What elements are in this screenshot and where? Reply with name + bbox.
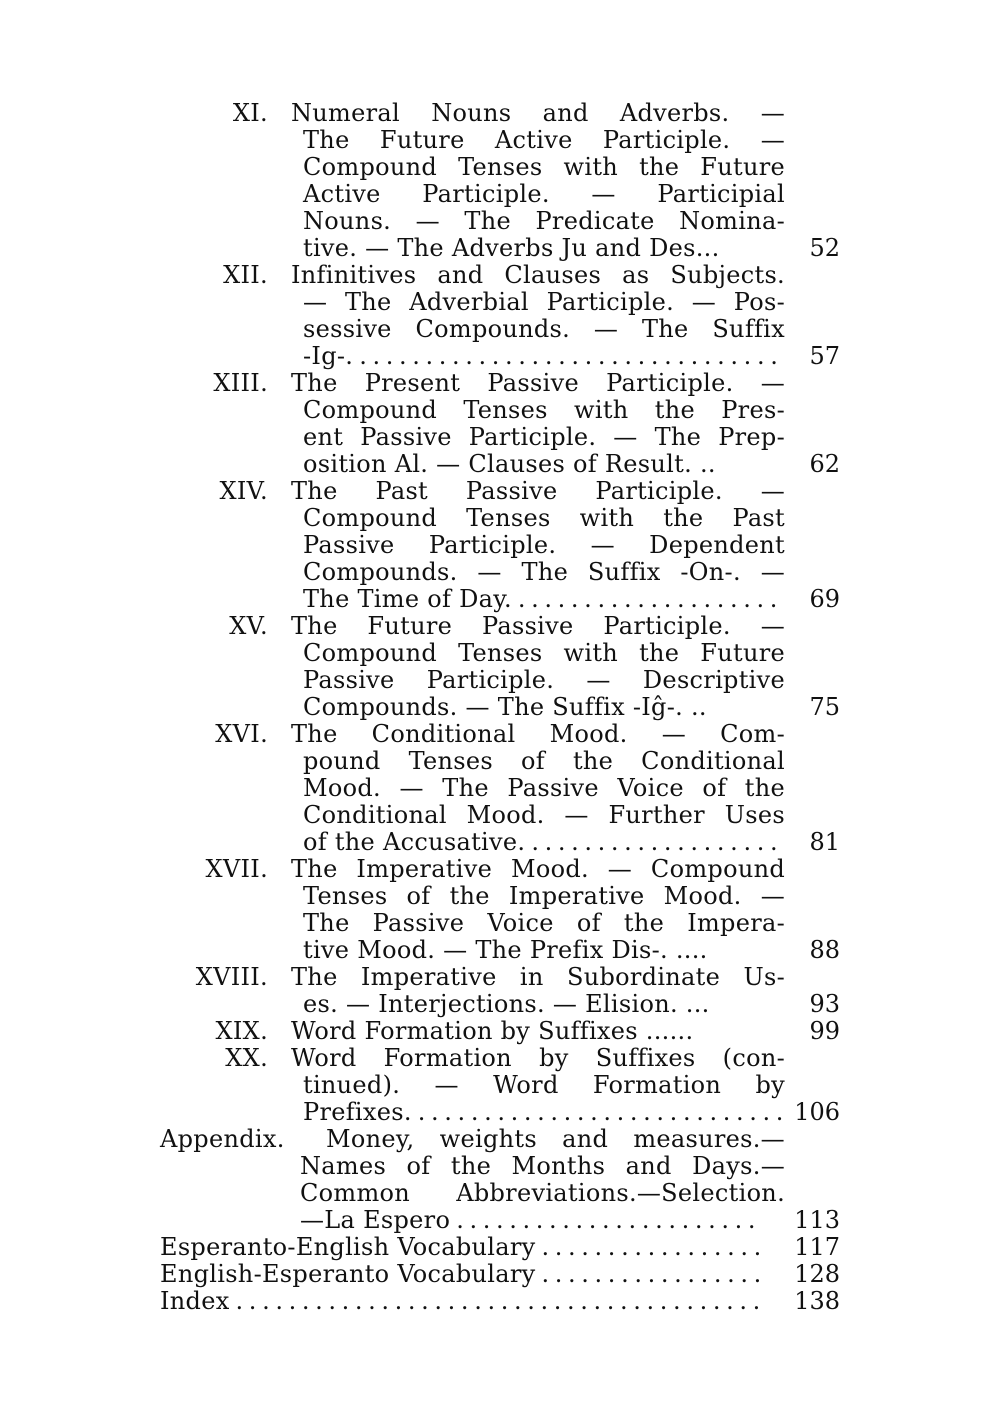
back-matter-entry (160, 1234, 760, 1261)
back-matter-entry (160, 1261, 760, 1288)
dot-leader (536, 1261, 760, 1288)
back-matter-entry (160, 1288, 760, 1315)
chapter-title-line: — The Adverbial Participle. — Pos- (303, 288, 785, 316)
page-number: 106 (794, 1098, 840, 1126)
page-number: 93 (809, 990, 840, 1018)
chapter-numeral: XII. (223, 261, 268, 289)
dot-leader (353, 343, 785, 370)
back-matter-title: Esperanto-English Vocabulary (160, 1233, 536, 1261)
back-matter-title: English-Esperanto Vocabulary (160, 1260, 536, 1288)
page-number: 69 (809, 585, 840, 613)
page-number: 75 (809, 693, 840, 721)
appendix-title-line: Common Abbreviations.—Selection. (300, 1179, 785, 1207)
chapter-title-line: Active Participle. — Participial (303, 180, 785, 208)
dot-leader (525, 829, 785, 856)
chapter-numeral: XV. (229, 612, 268, 640)
chapter-title-line: Passive Participle. — Descriptive (303, 666, 785, 694)
page-number: 88 (809, 936, 840, 964)
page-number: 128 (794, 1260, 840, 1288)
chapter-title-line: sessive Compounds. — The Suffix (303, 315, 785, 343)
page-number: 57 (809, 342, 840, 370)
chapter-title-line: Conditional Mood. — Further Uses (303, 801, 785, 829)
chapter-title-line: Compound Tenses with the Future (303, 639, 785, 667)
chapter-title-line: Passive Participle. — Dependent (303, 531, 785, 559)
chapter-numeral: XI. (232, 99, 268, 127)
chapter-title-line: Tenses of the Imperative Mood. — (303, 882, 785, 910)
chapter-title-line (303, 343, 785, 370)
page-number: 99 (809, 1017, 840, 1045)
back-matter-title: Index (160, 1287, 230, 1315)
page-number: 113 (794, 1206, 840, 1234)
chapter-title-line: Infinitives and Clauses as Subjects. (291, 261, 785, 289)
chapter-title-text: -Ig-. (303, 342, 354, 370)
chapter-numeral: XIV. (219, 477, 268, 505)
chapter-title-line: The Imperative in Subordinate Us- (291, 963, 785, 991)
chapter-title-line: The Passive Voice of the Impera- (303, 909, 785, 937)
dot-leader (230, 1288, 760, 1315)
chapter-title-line: The Past Passive Participle. — (291, 477, 785, 505)
chapter-title-line: osition Al. — Clauses of Result. .. (303, 450, 716, 478)
chapter-numeral: XVIII. (195, 963, 268, 991)
page-number: 62 (809, 450, 840, 478)
chapter-title-text: of the Accusative. (303, 828, 526, 856)
page-number: 117 (794, 1233, 840, 1261)
chapter-title-line: The Conditional Mood. — Com- (291, 720, 785, 748)
chapter-title-line: The Present Passive Participle. — (291, 369, 785, 397)
chapter-title-line (303, 829, 785, 856)
appendix-title-line: Money, weights and measures.— (326, 1125, 785, 1153)
chapter-title-line (303, 1099, 785, 1126)
dot-leader (412, 1099, 785, 1126)
chapter-title-text: The Time of Day. (303, 585, 512, 613)
chapter-title-line: Mood. — The Passive Voice of the (303, 774, 785, 802)
chapter-title-line: Word Formation by Suffixes ...... (291, 1017, 694, 1045)
chapter-numeral: XVII. (205, 855, 268, 883)
chapter-title-line: The Future Passive Participle. — (291, 612, 785, 640)
chapter-numeral: XX. (225, 1044, 268, 1072)
dot-leader (536, 1234, 760, 1261)
chapter-numeral: XIII. (213, 369, 268, 397)
chapter-title-line: Numeral Nouns and Adverbs. — (291, 99, 785, 127)
chapter-title-line: Word Formation by Suffixes (con- (291, 1044, 785, 1072)
chapter-title-line: pound Tenses of the Conditional (303, 747, 785, 775)
chapter-title-line: The Future Active Participle. — (303, 126, 785, 154)
chapter-title-text: Prefixes. (303, 1098, 412, 1126)
page-number: 138 (794, 1287, 840, 1315)
appendix-title-line (300, 1207, 760, 1234)
page-number: 52 (809, 234, 840, 262)
page-number: 81 (809, 828, 840, 856)
chapter-title-line: tive. — The Adverbs Ju and Des... (303, 234, 720, 262)
chapter-title-line: Nouns. — The Predicate Nomina- (303, 207, 785, 235)
chapter-title-line (303, 586, 785, 613)
chapter-title-line: tive Mood. — The Prefix Dis-. .... (303, 936, 708, 964)
appendix-title-text: —La Espero (300, 1206, 451, 1234)
chapter-numeral: XIX. (215, 1017, 268, 1045)
chapter-title-line: Compound Tenses with the Pres- (303, 396, 785, 424)
appendix-title-line: Names of the Months and Days.— (300, 1152, 785, 1180)
chapter-title-line: Compounds. — The Suffix -On-. — (303, 558, 785, 586)
chapter-numeral: XVI. (215, 720, 268, 748)
chapter-title-line: tinued). — Word Formation by (303, 1071, 785, 1099)
dot-leader (512, 586, 785, 613)
appendix-label: Appendix. (160, 1125, 285, 1153)
chapter-title-line: Compound Tenses with the Future (303, 153, 785, 181)
chapter-title-line: Compounds. — The Suffix -Iĝ-. .. (303, 693, 707, 721)
dot-leader (450, 1207, 760, 1234)
chapter-title-line: Compound Tenses with the Past (303, 504, 785, 532)
chapter-title-line: The Imperative Mood. — Compound (291, 855, 785, 883)
chapter-title-line: ent Passive Participle. — The Prep- (303, 423, 785, 451)
chapter-title-line: es. — Interjections. — Elision. ... (303, 990, 710, 1018)
